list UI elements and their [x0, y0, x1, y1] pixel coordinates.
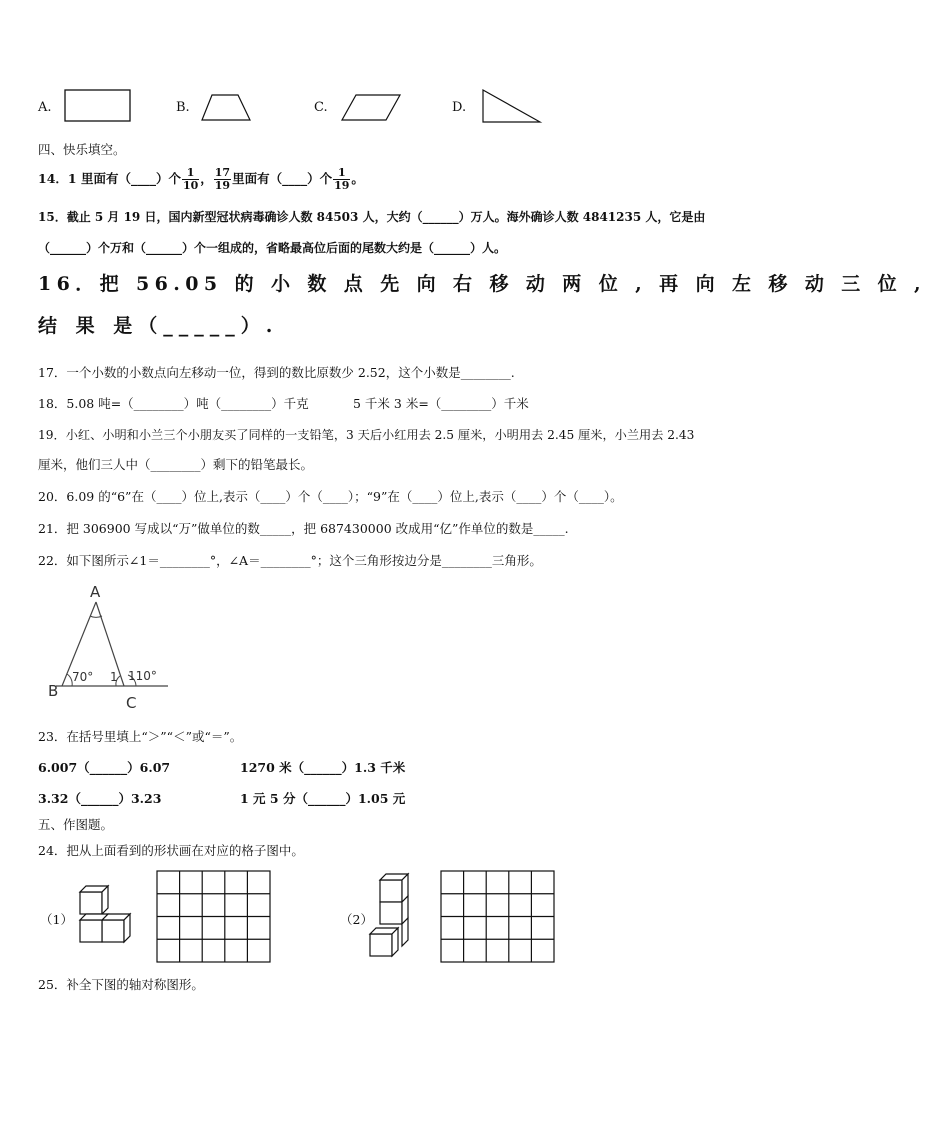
q23-row2-left: 3.32（______）3.23	[38, 791, 162, 806]
vertex-a-label: A	[90, 583, 101, 601]
angle-b-label: 70°	[72, 670, 94, 684]
q14-text-2: ，	[200, 171, 213, 186]
right-triangle-shape	[480, 88, 542, 124]
q24-label-1: （1）	[40, 912, 73, 927]
q14-text-3: 里面有（____）个	[232, 171, 333, 186]
question-22: 22．如下图所示∠1＝________°，∠A＝________°；这个三角形按边分是________三角形。	[38, 553, 542, 568]
vertex-b-label: B	[48, 682, 59, 700]
question-14	[38, 163, 364, 195]
parallelogram-shape	[340, 94, 402, 122]
question-19-line-1: 19．小红、小明和小兰三个小朋友买了同样的一支铅笔，3 天后小红用去 2.5 厘米，小明用去 2.45 厘米，小兰用去 2.43	[38, 428, 695, 442]
question-19-line-2: 厘米，他们三人中（________）剩下的铅笔最长。	[38, 457, 314, 472]
question-16-line-2: 结 果 是（_____）.	[38, 315, 279, 337]
question-20: 20．6.09 的“6”在（____）位上,表示（____）个（____）；“9”在（____）位上,表示（____）个（____）。	[38, 489, 623, 504]
option-a-label: A.	[38, 100, 52, 115]
angle-1-label: 1	[110, 670, 118, 684]
option-b-label: B.	[176, 100, 190, 115]
triangle-diagram	[44, 582, 174, 712]
fraction-1-19: $\frac{1}{19}$	[334, 166, 350, 192]
q14-text-1: 14．1 里面有（____）个	[38, 171, 181, 186]
exterior-angle-label: 110°	[128, 669, 157, 683]
question-21: 21．把 306900 写成以“万”做单位的数_____，把 687430000 改成用“亿”作单位的数是_____.	[38, 521, 569, 536]
question-17: 17．一个小数的小数点向左移动一位，得到的数比原数少 2.52，这个小数是________.	[38, 365, 515, 380]
question-15-line-1: 15．截止 5 月 19 日，国内新型冠状病毒确诊人数 84503 人，大约（______）万人。海外确诊人数 4841235 人，它是由	[38, 210, 706, 224]
drawing-grid-2[interactable]	[440, 870, 556, 964]
q23-row1-right: 1270 米（______）1.3 千米	[240, 760, 406, 775]
cube-stack-1	[72, 882, 132, 948]
question-24-title: 24．把从上面看到的形状画在对应的格子图中。	[38, 843, 304, 858]
q23-row2-right: 1 元 5 分（______）1.05 元	[240, 791, 406, 806]
trapezoid-shape	[200, 94, 252, 122]
q14-text-4: 。	[351, 171, 364, 186]
q24-label-2: （2）	[340, 912, 373, 927]
question-15-line-2: （______）个万和（______）个一组成的，省略最高位后面的尾数大约是（______）人。	[38, 241, 507, 255]
question-16-line-1: 16．把 56.05 的 小 数 点 先 向 右 移 动 两 位 , 再 向 左 移 动 三 位 ,	[38, 273, 926, 295]
question-23-title: 23．在括号里填上“＞”“＜”或“＝”。	[38, 729, 243, 744]
question-18-part-a: 18．5.08 吨=（________）吨（________）千克	[38, 396, 309, 411]
q23-row1-left: 6.007（______）6.07	[38, 760, 171, 775]
drawing-grid-1[interactable]	[156, 870, 272, 964]
question-25: 25．补全下图的轴对称图形。	[38, 977, 204, 992]
vertex-c-label: C	[126, 694, 137, 712]
option-d-label: D.	[452, 100, 467, 115]
fraction-17-19: $\frac{17}{19}$	[214, 166, 231, 192]
question-18-part-b: 5 千米 3 米=（________）千米	[353, 396, 529, 411]
fraction-1-10: $\frac{1}{10}$	[182, 166, 199, 192]
section-heading-5: 五、作图题。	[38, 817, 114, 832]
cube-stack-2	[366, 872, 416, 962]
rectangle-shape	[64, 89, 132, 123]
section-heading-4: 四、快乐填空。	[38, 142, 126, 157]
option-c-label: C.	[314, 100, 328, 115]
